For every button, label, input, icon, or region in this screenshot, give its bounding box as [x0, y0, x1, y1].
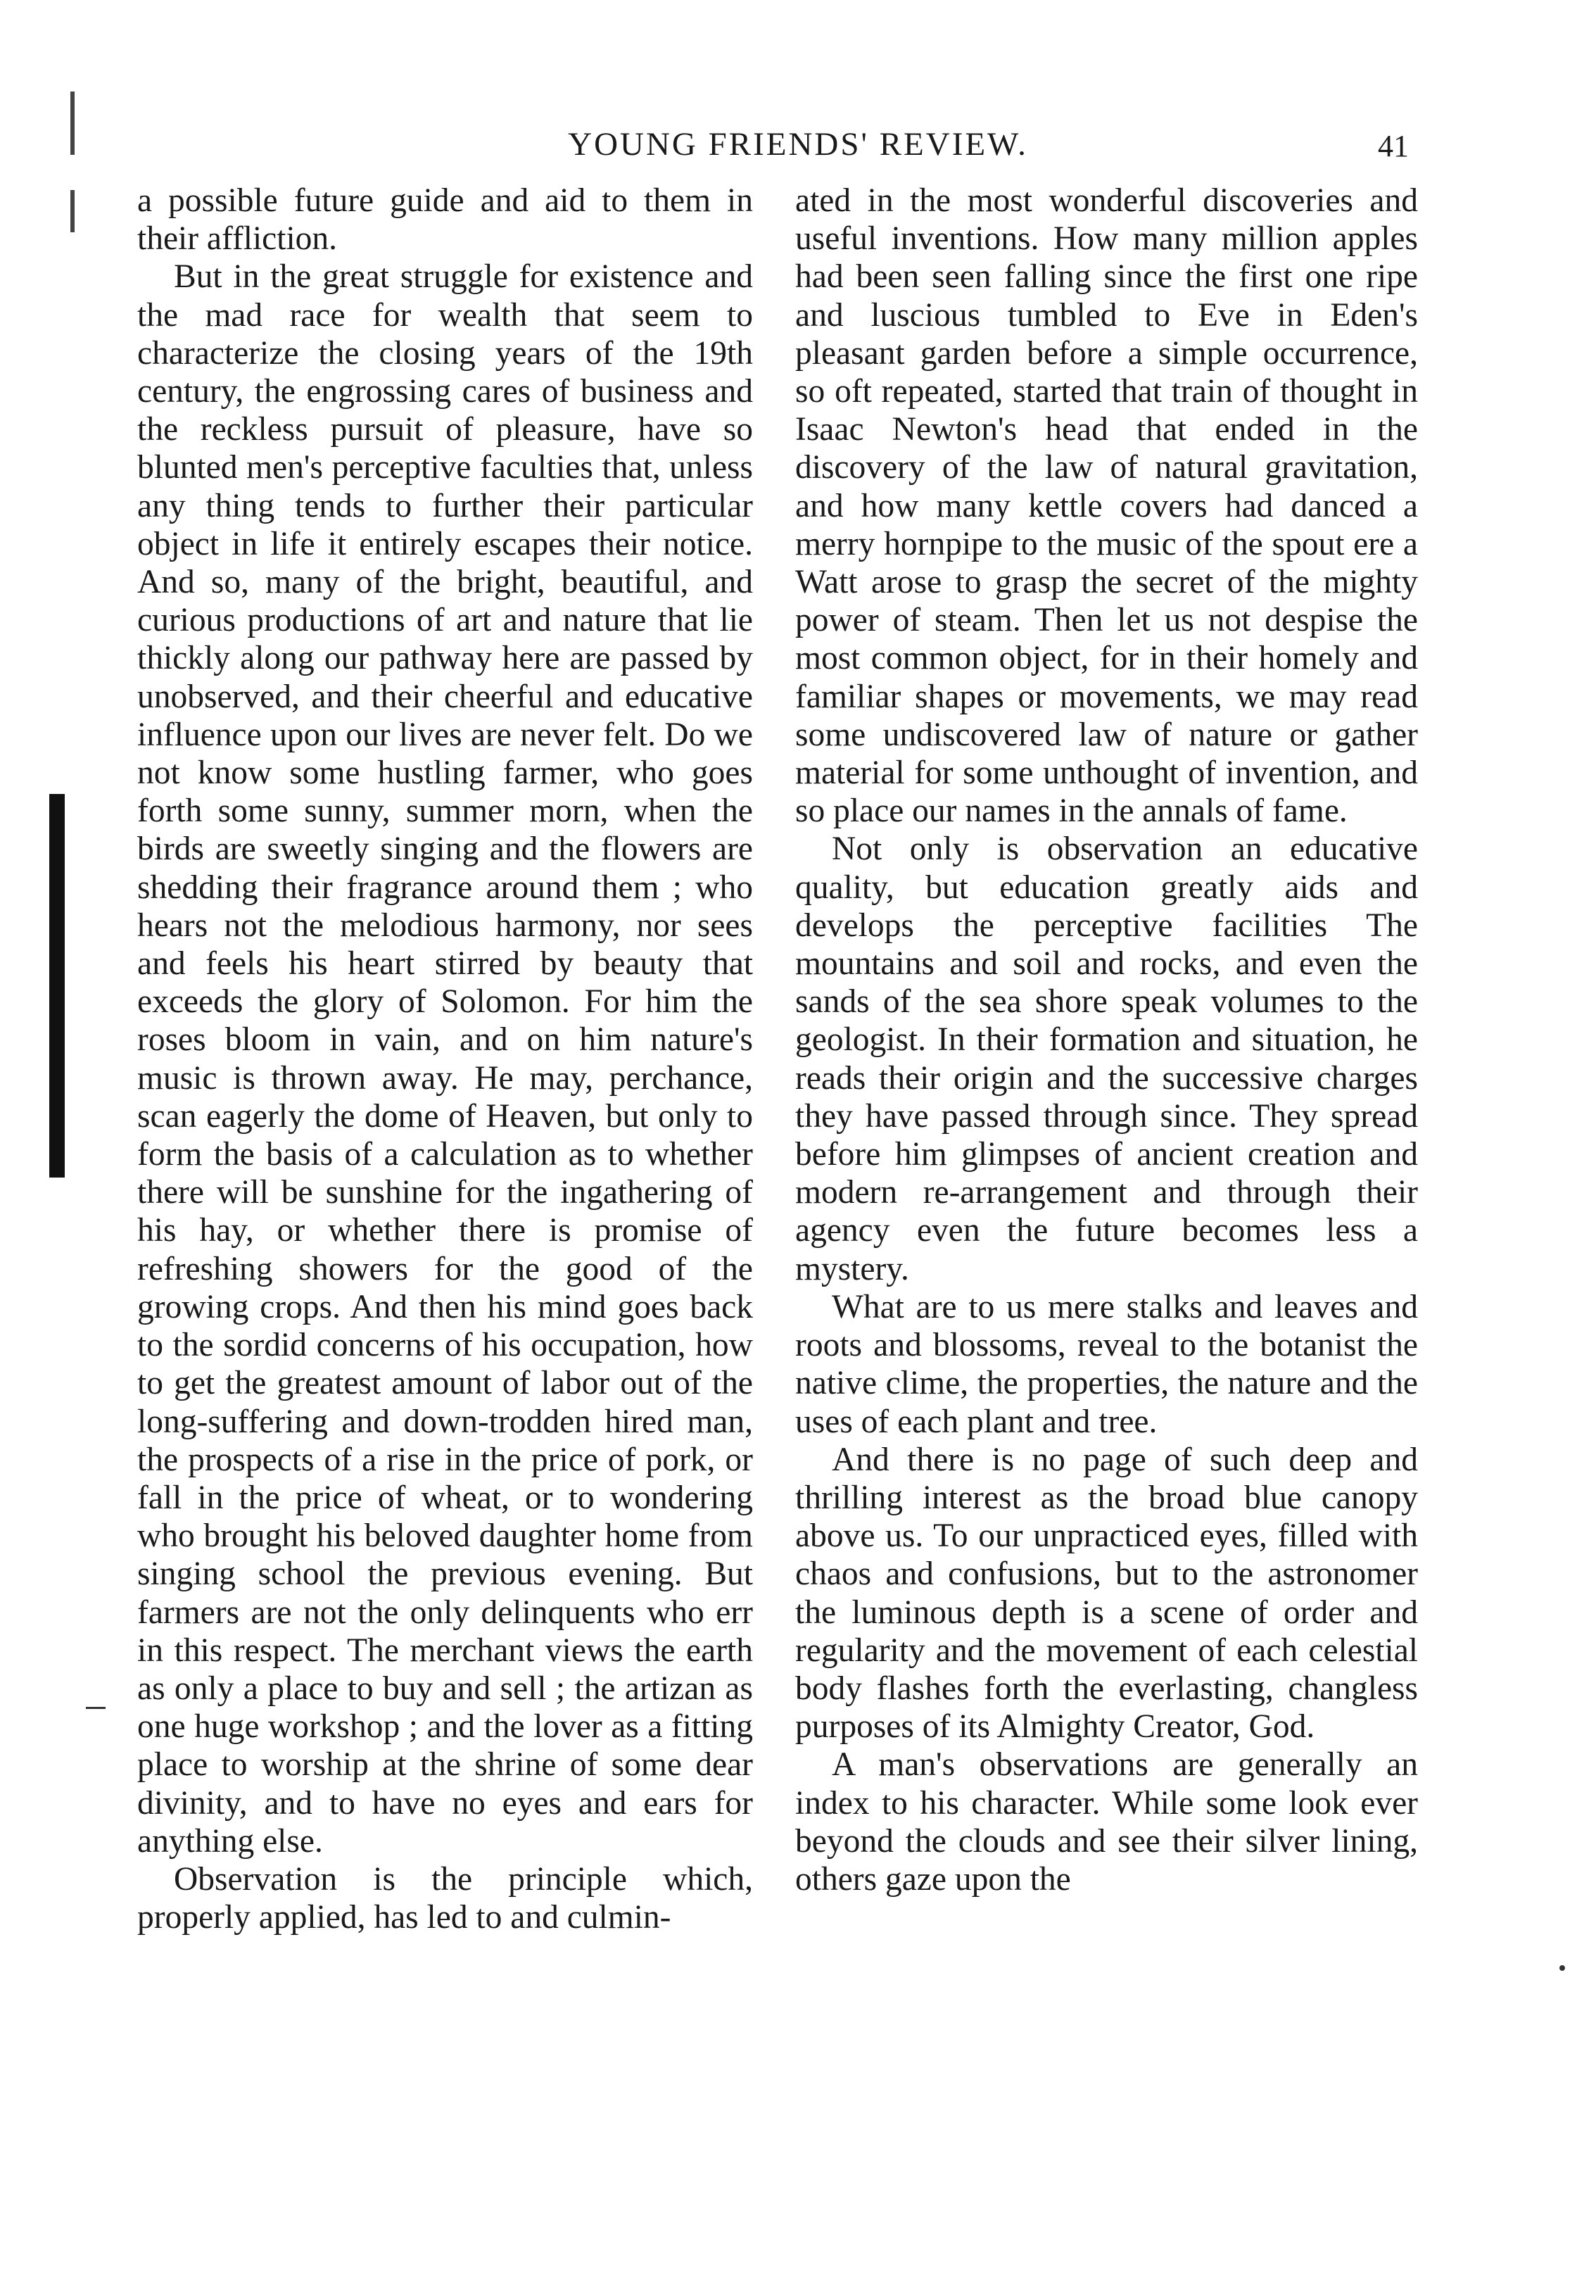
right-column: [795, 182, 1418, 1898]
running-head: [0, 125, 1596, 168]
margin-scan-bar: [49, 794, 65, 1178]
margin-dash: [1559, 1965, 1565, 1971]
left-paragraph-2: But in the great struggle for existence and the mad race for wealth that seem to characterize the closing years of the 19th century, the engrossing cares of business and the reckless pursuit of pleasure, have so blunted men's perceptive faculties that, unless any thing tends to further their particular object in life it entirely escapes their notice. And so, many of the bright, beautiful, and curious productions of art and nature that lie thickly along our pathway here are passed by unobserved, and their cheerful and educative influence upon our lives are never felt. Do we not know some hustling farmer, who goes forth some sunny, summer morn, when the birds are sweetly singing and the flowers are shedding their fragrance around them ; who hears not the melodious harmony, nor sees and feels his heart stirred by beauty that exceeds the glory of Solomon. For him the roses bloom in vain, and on him nature's music is thrown away. He may, perchance, scan eagerly the dome of Heaven, but only to form the basis of a calculation as to whether there will be sunshine for the ingathering of his hay, or whether there is promise of refreshing showers for the good of the growing crops. And then his mind goes back to the sordid concerns of his occupation, how to get the greatest amount of labor out of the long-suffering and down-trodden hired man, the prospects of a rise in the price of pork, or fall in the price of wheat, or to wondering who brought his beloved daughter home from singing school the previous evening. But farmers are not the only delinquents who err in this respect. The merchant views the earth as only a place to buy and sell ; the artizan as one huge workshop ; and the lover as a fitting place to worship at the shrine of some dear divinity, and to have no eyes and ears for anything else.: [137, 258, 753, 1860]
margin-dash: [86, 1707, 106, 1709]
left-paragraph-3: Observation is the principle which, properly applied, has led to and culmin-: [137, 1860, 753, 1936]
right-paragraph-2: Not only is observation an educative quality, but education greatly aids and develops the perceptive facilities The mountains and soil and rocks, and even the sands of the sea shore speak volumes to the geologist. In their formation and situation, he reads their origin and the successive charges they have passed through since. They spread before him glimpses of ancient creation and modern re-arrangement and through their agency even the future becomes less a mystery.: [795, 831, 1418, 1287]
margin-tick-mark: [70, 190, 75, 232]
margin-tick-mark: [70, 92, 75, 155]
right-paragraph-4: And there is no page of such deep and thrilling interest as the broad blue canopy above us. To our unpracticed eyes, filled with chaos and confusions, but to the astronomer the luminous depth is a scene of order and regularity and the movement of each celestial body flashes forth the everlasting, changless purposes of its Almighty Creator, God.: [795, 1441, 1418, 1746]
left-paragraph-1: a possible future guide and aid to them in their affliction.: [137, 182, 753, 258]
right-paragraph-3: What are to us mere stalks and leaves and roots and blossoms, reveal to the botanist the native clime, the properties, the nature and the uses of each plant and tree.: [795, 1288, 1418, 1440]
right-paragraph-1: ated in the most wonderful discoveries and useful inventions. How many million apples had been seen falling since the first one ripe and luscious tumbled to Eve in Eden's pleasant garden before a simple occurrence, so oft repeated, started that train of thought in Isaac Newton's head that ended in the discovery of the law of natural gravitation, and how many kettle covers had danced a merry hornpipe to the music of the spout ere a Watt arose to grasp the secret of the mighty power of steam. Then let us not despise the most common object, for in their homely and familiar shapes or movements, we may read some undiscovered law of nature or gather material for some unthought of invention, and so place our names in the annals of fame.: [795, 182, 1418, 830]
left-column: [137, 182, 753, 1936]
right-paragraph-5: A man's observations are generally an index to his character. While some look ever beyond the clouds and see their silver lining, others gaze upon the: [795, 1746, 1418, 1898]
running-title: YOUNG FRIENDS' REVIEW.: [568, 126, 1028, 163]
page-number: 41: [1378, 129, 1409, 163]
